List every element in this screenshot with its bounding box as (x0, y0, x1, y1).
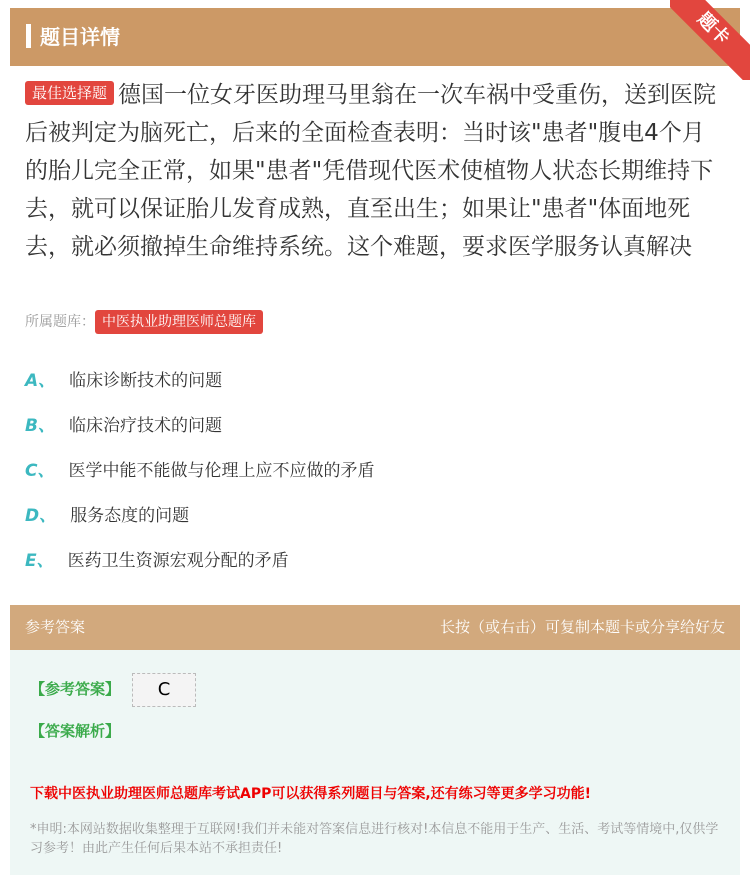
question-type-tag: 最佳选择题 (25, 81, 114, 105)
source-tag[interactable]: 中医执业助理医师总题库 (95, 310, 263, 334)
question-source (25, 310, 267, 334)
answer-title: 参考答案 (25, 618, 86, 636)
option-letter: E、 (25, 551, 54, 571)
ribbon-container (670, 0, 750, 80)
option-text: 医学中能不能做与伦理上应不应做的矛盾 (68, 461, 375, 481)
option-text: 服务态度的问题 (70, 506, 190, 526)
question (25, 76, 725, 266)
source-label: 所属题库： (25, 314, 95, 330)
page-title: 题目详情 (40, 25, 120, 49)
answer-image: C (132, 673, 196, 707)
option-letter: A、 (25, 371, 56, 391)
reference-answer-label: 【参考答案】 (30, 680, 121, 698)
option-d[interactable] (25, 501, 189, 526)
download-app-link[interactable]: 下载中医执业助理医师总题库考试APP可以获得系列题目与答案,还有练习等更多学习功能! (30, 786, 592, 802)
disclaimer: *申明:本网站数据收集整理于互联网!我们并未能对答案信息进行核对!本信息不能用于生产、生活、考试等情境中,仅供学习参考！由此产生任何后果本站不承担责任! (30, 822, 719, 856)
option-text: 临床治疗技术的问题 (68, 416, 222, 436)
copy-hint: 长按（或右击）可复制本题卡或分享给好友 (439, 618, 725, 636)
option-a[interactable] (25, 366, 222, 391)
option-text: 临床诊断技术的问题 (69, 371, 223, 391)
answer-header (10, 605, 740, 650)
analysis-label: 【答案解析】 (30, 722, 121, 740)
question-text: 德国一位女牙医助理马里翁在一次车祸中受重伤，送到医院后被判定为脑死亡，后来的全面检查表明：当时该"患者"腹电4个月的胎儿完全正常，如果"患者"凭借现代医术使植物人状态长期维持下去，就可以保证胎儿发育成熟，直至出生；如果让"患者"体面地死去，就必须撤掉生命维持系统。这个难题，要求医学服务认真解决 (25, 82, 717, 260)
option-text: 医药卫生资源宏观分配的矛盾 (67, 551, 289, 571)
header-accent-bar (26, 24, 31, 48)
option-letter: C、 (25, 461, 55, 481)
option-e[interactable] (25, 546, 289, 571)
option-c[interactable] (25, 456, 374, 481)
answer-panel (10, 605, 740, 875)
option-letter: B、 (25, 416, 55, 436)
header (10, 8, 740, 66)
option-b[interactable] (25, 411, 222, 436)
card-ribbon: 题卡 (670, 0, 750, 80)
option-letter: D、 (25, 506, 57, 526)
